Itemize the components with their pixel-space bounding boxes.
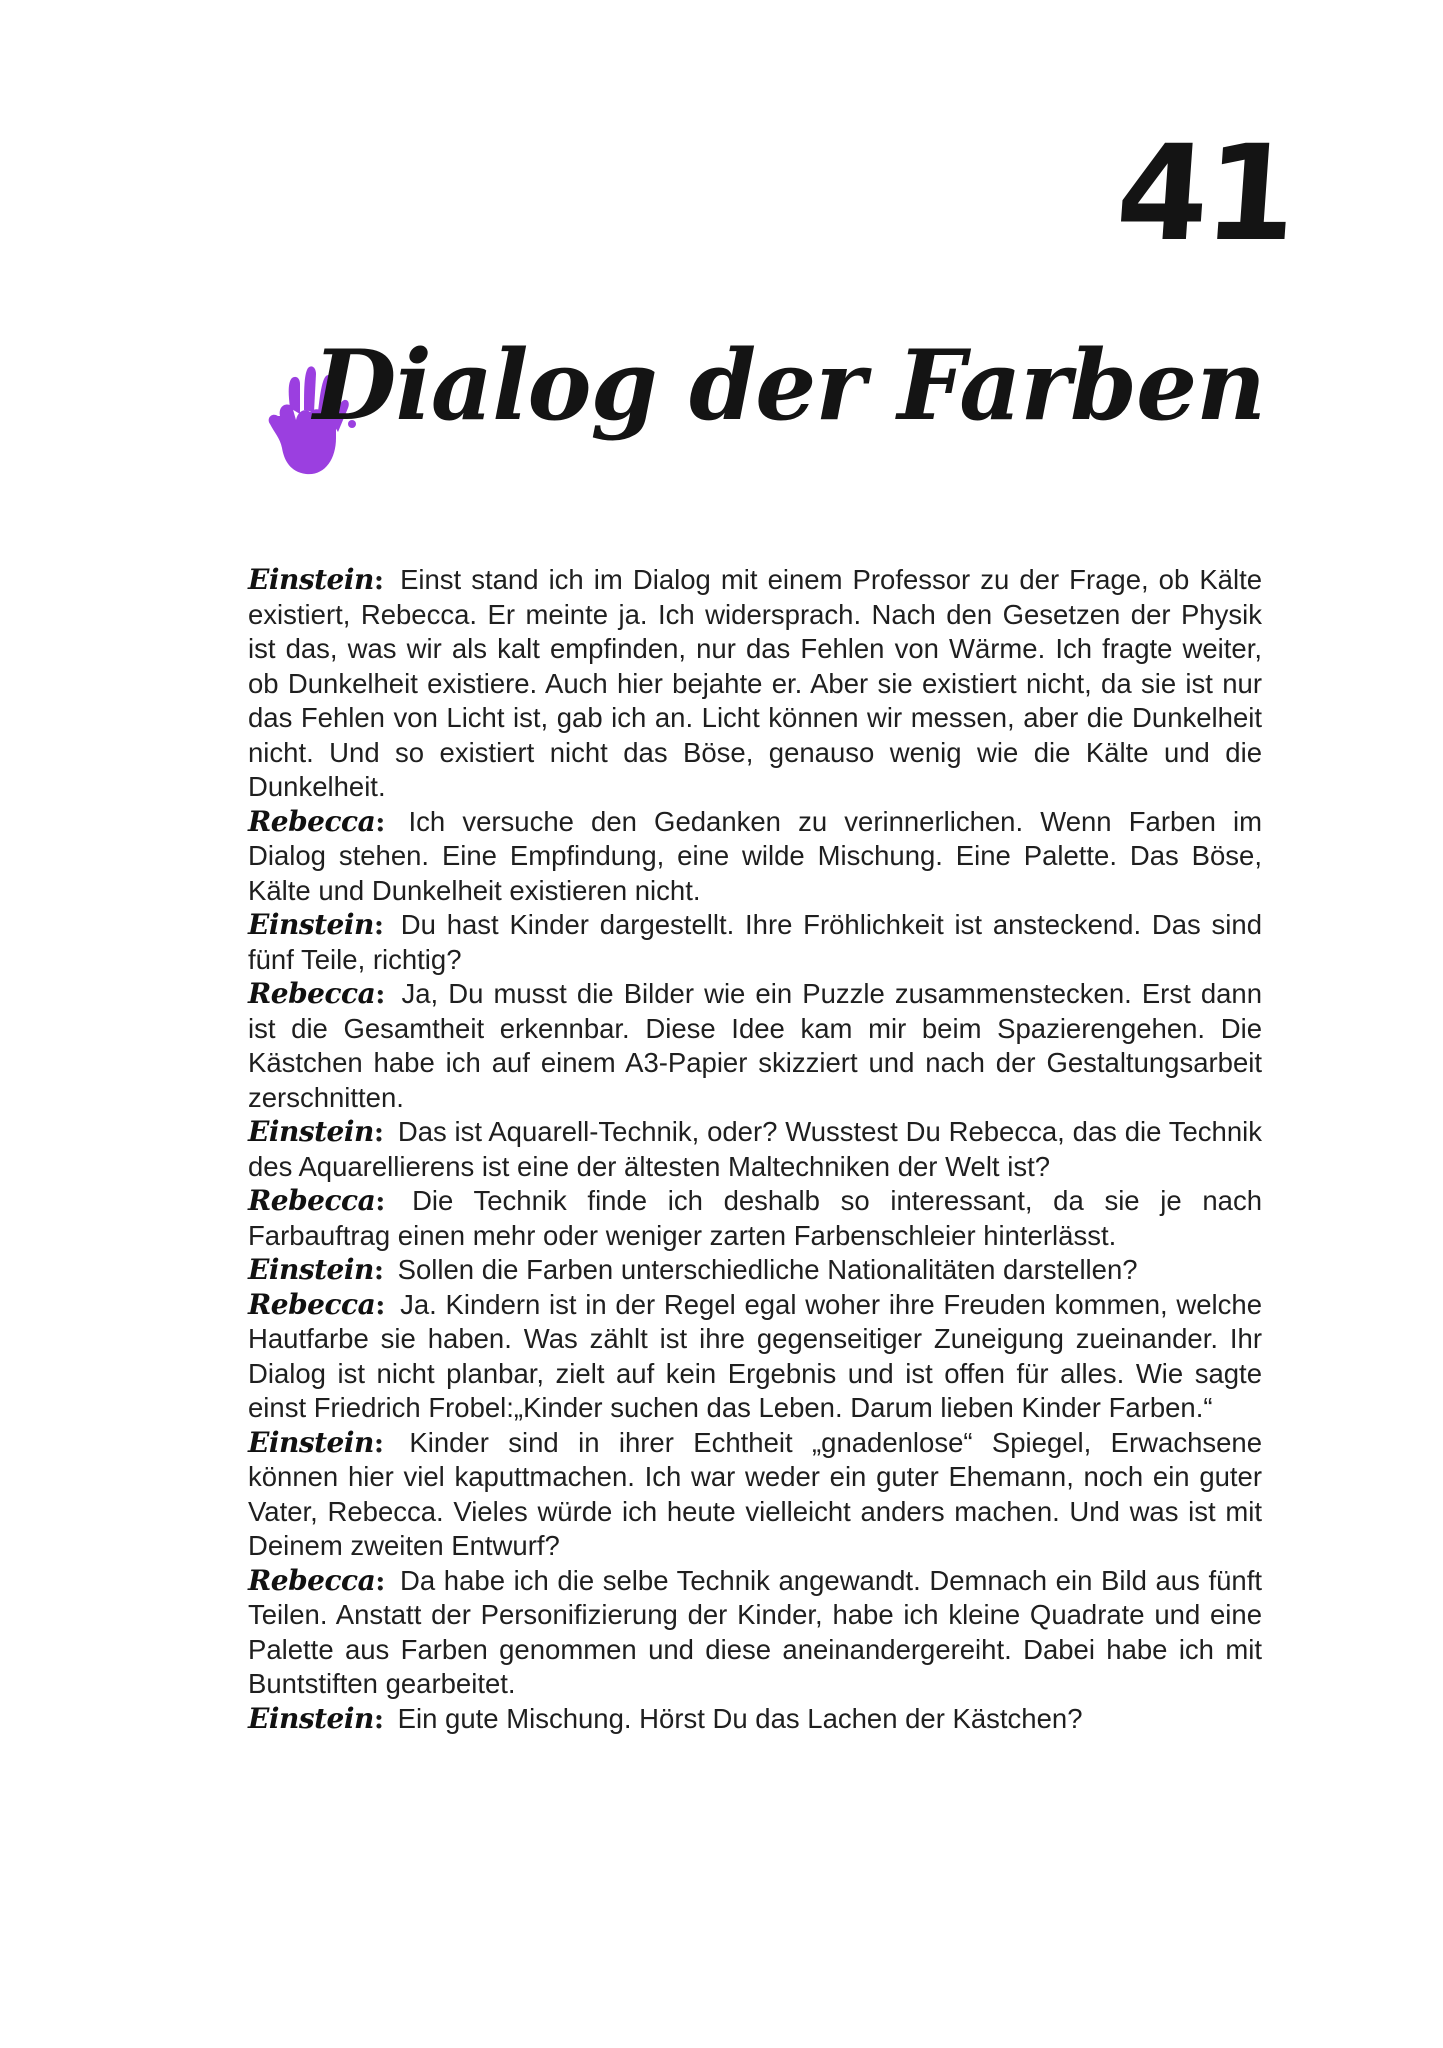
dialog-line: Einstein: Kinder sind in ihrer Echtheit „gnadenlose“ Spiegel, Erwachsene können hier viel kaputtmachen. Ich war weder ein guter Ehemann, noch ein guter Vater, Rebecca. Vieles würde ich heute vielleicht anders machen. Und was ist mit Deinem zweiten Entwurf? <box>248 1425 1263 1561</box>
speaker-name: Rebecca <box>248 804 376 838</box>
dialog-line: Einstein: Sollen die Farben unterschiedliche Nationalitäten darstellen? <box>248 1253 1138 1286</box>
dialog-line: Einstein: Du hast Kinder dargestellt. Ihre Fröhlichkeit ist ansteckend. Das sind fünf Teile, richtig? <box>248 908 1263 975</box>
dialog-text-line: Die Technik finde ich deshalb so interessant, da sie je nach Farbauftrag einen mehr oder weniger zarten Farbenschleier hinterlässt. <box>248 1185 1263 1251</box>
dialog-text-line: Das ist Aquarell-Technik, oder? Wusstest Du Rebecca, das die Technik des Aquarellierens ist eine der ältesten Maltechniken der Welt ist? <box>248 1116 1263 1182</box>
dialog-line: Einstein: Einst stand ich im Dialog mit einem Professor zu der Frage, ob Kälte existiert, Rebecca. Er meinte ja. Ich widersprach. Nach den Gesetzen der Physik ist das, was wir als kalt empfinden, nur das Fehlen von Wärme. Ich fragte weiter, ob Dunkelheit existiere. Auch hier bejahte er. Aber sie existiert nicht, da sie ist nur das Fehlen von Licht ist, gab ich an. Licht können wir messen, aber die Dunkelheit nicht. Und so existiert nicht das Böse, genauso wenig wie die Kälte und die Dunkelheit. <box>248 563 1262 802</box>
dialog-line: Rebecca: Ich versuche den Gedanken zu verinnerlichen. Wenn Farben im Dialog stehen. Eine Empfindung, eine wilde Mischung. Eine Palette. Das Böse, Kälte und Dunkelheit existieren nicht. <box>248 804 1263 906</box>
chapter-title: Dialog der Farben <box>313 329 1265 442</box>
dialog-line: Einstein: Ein gute Mischung. Hörst Du das Lachen der Kästchen? <box>248 1701 1083 1735</box>
dialog-text-line: Sollen die Farben unterschiedliche Nationalitäten darstellen? <box>397 1254 1138 1285</box>
dialog-line: Einstein: Das ist Aquarell-Technik, oder? Wusstest Du Rebecca, das die Technik des Aquarellierens ist eine der ältesten Maltechniken der Welt ist? <box>248 1115 1263 1182</box>
speaker-name: Einstein <box>248 1115 374 1148</box>
speaker-name: Rebecca <box>248 1184 376 1217</box>
dialog-text-line: Ein gute Mischung. Hörst Du das Lachen der Kästchen? <box>397 1702 1083 1734</box>
speaker-name: Einstein <box>248 908 374 941</box>
dialog-line: Rebecca: Die Technik finde ich deshalb so interessant, da sie je nach Farbauftrag einen mehr oder weniger zarten Farbenschleier hinterlässt. <box>248 1184 1263 1251</box>
speaker-name: Einstein <box>248 1701 374 1735</box>
dialog-line: Rebecca: Ja. Kindern ist in der Regel egal woher ihre Freuden kommen, welche Hautfarbe sie haben. Was zählt ist ihre gegenseitiger Zuneigung zueinander. Ihr Dialog ist nicht planbar, zielt auf kein Ergebnis und ist offen für alles. Wie sagte einst Friedrich Frobel:„Kinder suchen das Leben. Darum lieben Kinder Farben.“ <box>248 1287 1262 1423</box>
speaker-name: Rebecca <box>248 1287 376 1321</box>
dialog-text-line: Einst stand ich im Dialog mit einem Professor zu der Frage, ob Kälte existiert, Rebecca. Er meinte ja. Ich widersprach. Nach den Gesetzen der Physik ist das, was wir als kalt empfinden, nur das Fehlen von Wärme. Ich fragte weiter, ob Dunkelheit existiere. Auch hier bejahte er. Aber sie existiert nicht, da sie ist nur das Fehlen von Licht ist, gab ich an. Licht können wir messen, aber die Dunkelheit nicht. Und so existiert nicht das Böse, genauso wenig wie die Kälte und die Dunkelheit. <box>248 564 1262 802</box>
dialog-text-line: Ja. Kindern ist in der Regel egal woher ihre Freuden kommen, welche Hautfarbe sie haben. Was zählt ist ihre gegenseitiger Zuneigung zueinander. Ihr Dialog ist nicht planbar, zielt auf kein Ergebnis und ist offen für alles. Wie sagte einst Friedrich Frobel:„Kinder suchen das Leben. Darum lieben Kinder Farben.“ <box>248 1288 1262 1423</box>
speaker-name: Rebecca <box>248 1563 376 1597</box>
speaker-name: Rebecca <box>248 977 376 1010</box>
speaker-name: Einstein <box>248 563 374 596</box>
dialog-text-line: Ich versuche den Gedanken zu verinnerlichen. Wenn Farben im Dialog stehen. Eine Empfindung, eine wilde Mischung. Eine Palette. Das Böse, Kälte und Dunkelheit existieren nicht. <box>248 805 1263 906</box>
dialog-text-line: Da habe ich die selbe Technik angewandt. Demnach ein Bild aus fünft Teilen. Anstatt der Personifizierung der Kinder, habe ich kleine Quadrate und eine Palette aus Farben genommen und diese aneinandergereiht. Dabei habe ich mit Buntstiften gearbeitet. <box>248 1564 1262 1699</box>
dialog-line: Rebecca: Da habe ich die selbe Technik angewandt. Demnach ein Bild aus fünft Teilen. Anstatt der Personifizierung der Kinder, habe ich kleine Quadrate und eine Palette aus Farben genommen und diese aneinandergereiht. Dabei habe ich mit Buntstiften gearbeitet. <box>248 1563 1262 1699</box>
page-number: 41 <box>1111 117 1299 271</box>
dialog-text-line: Du hast Kinder dargestellt. Ihre Fröhlichkeit ist ansteckend. Das sind fünf Teile, richtig? <box>248 909 1263 975</box>
dialog-text-line: Kinder sind in ihrer Echtheit „gnadenlose“ Spiegel, Erwachsene können hier viel kaputtmachen. Ich war weder ein guter Ehemann, noch ein guter Vater, Rebecca. Vieles würde ich heute vielleicht anders machen. Und was ist mit Deinem zweiten Entwurf? <box>248 1426 1263 1561</box>
speaker-name: Einstein <box>248 1253 374 1286</box>
dialog-line: Rebecca: Ja, Du musst die Bilder wie ein Puzzle zusammenstecken. Erst dann ist die Gesamtheit erkennbar. Diese Idee kam mir beim Spazierengehen. Die Kästchen habe ich auf einem A3-Papier skizziert und nach der Gestaltungsarbeit zerschnitten. <box>248 977 1262 1113</box>
dialog-text-line: Ja, Du musst die Bilder wie ein Puzzle zusammenstecken. Erst dann ist die Gesamtheit erkennbar. Diese Idee kam mir beim Spazierengehen. Die Kästchen habe ich auf einem A3-Papier skizziert und nach der Gestaltungsarbeit zerschnitten. <box>248 978 1262 1113</box>
dialog-text <box>248 563 1262 1736</box>
speaker-name: Einstein <box>248 1425 374 1459</box>
